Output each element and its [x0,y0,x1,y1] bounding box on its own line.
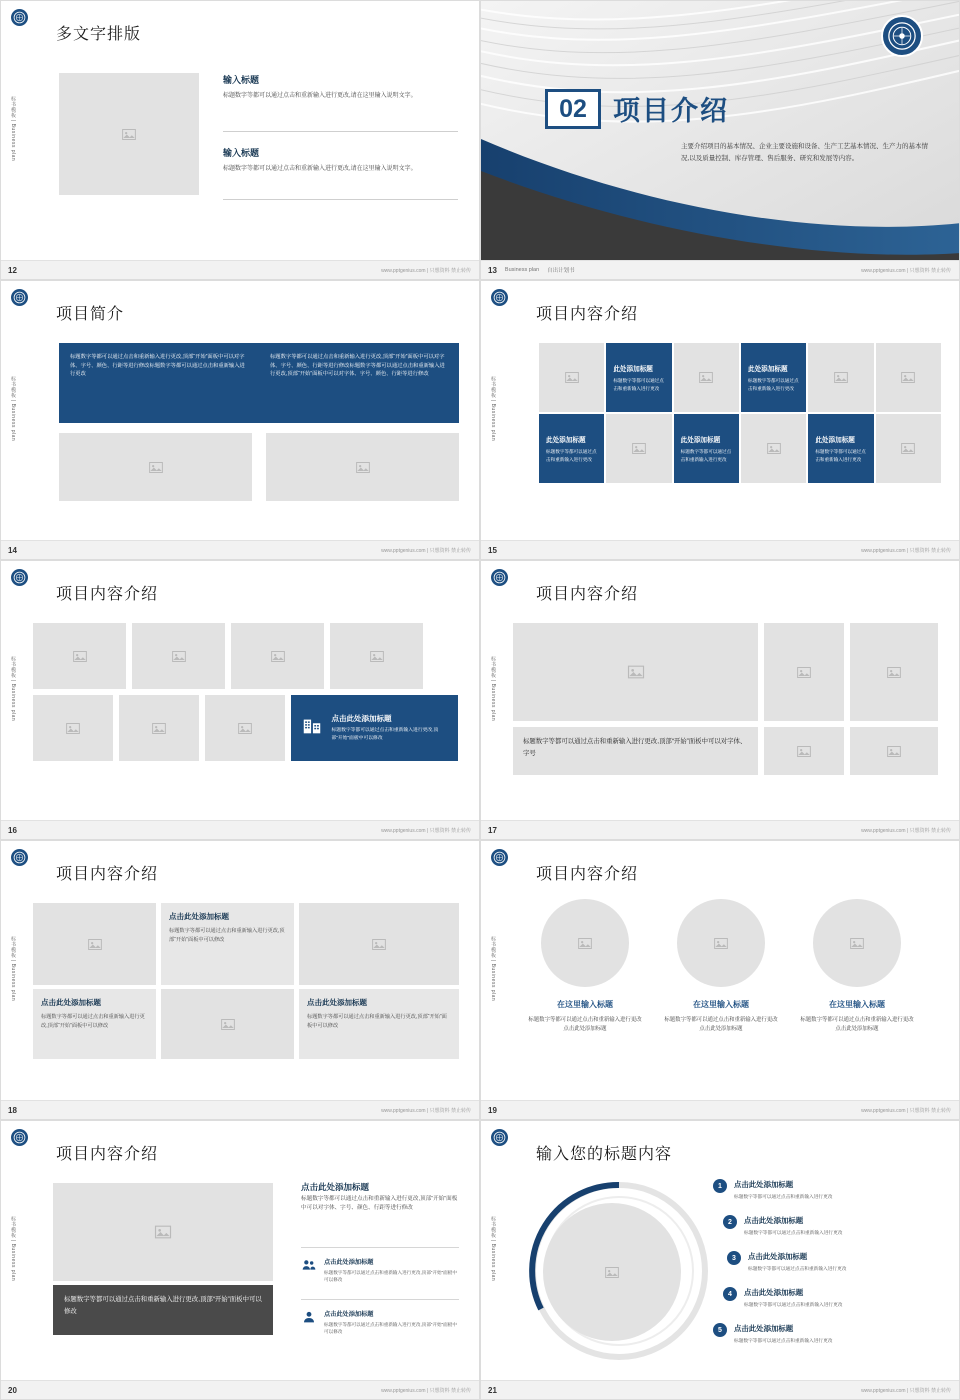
university-seal-icon [11,1129,28,1146]
slide-16[interactable] [0,560,480,840]
page-number: 17 [488,825,497,835]
footer-credit: www.pptgenius.com | 只想资料 禁止转传 [381,827,471,834]
page-title: 项目内容介绍 [56,1146,159,1163]
slide-20[interactable] [0,1120,480,1400]
slide-12[interactable] [0,0,480,280]
feature-column[interactable] [661,899,781,1034]
image-placeholder[interactable] [299,903,459,985]
page-title: 项目内容介绍 [536,306,639,323]
image-placeholder[interactable] [132,623,225,689]
image-placeholder[interactable] [33,623,126,689]
card-title: 此处添加标题 [680,437,721,445]
side-brand: 标书模板 | Business plan [10,936,16,1002]
image-placeholder[interactable] [764,727,844,775]
side-brand: 标书模板 | Business plan [490,376,496,442]
page-number: 14 [8,545,17,555]
footer-credit: www.pptgenius.com | 只想资料 禁止转传 [861,1107,951,1114]
section-title: 项目介绍 [613,96,729,126]
highlight-card[interactable] [291,695,458,761]
side-brand: 标书模板 | Business plan [10,1216,16,1282]
slide-18[interactable] [0,840,480,1120]
image-placeholder[interactable] [330,623,423,689]
slide-14[interactable] [0,280,480,560]
slide-footer [1,260,479,279]
university-seal-icon [491,849,508,866]
intro-band [59,343,459,423]
slide-21[interactable] [480,1120,960,1400]
item-text: 标题数字等都可以通过点击和重新输入进行更改 [748,1266,847,1271]
image-placeholder[interactable] [606,414,671,483]
section-paragraph: 标题数字等都可以通过点击和重新输入进行更改,顶部“开始”面板中可以对字体、字号、颜色、行距等进行修改 [301,1196,458,1212]
mosaic-card[interactable] [539,414,604,483]
university-seal-icon [11,9,28,26]
footer-credit: www.pptgenius.com | 只想资料 禁止转传 [381,267,471,274]
card-text: 标题数字等都可以通过点击和重新输入进行更改,顶部“开始”面板中可以修改 [331,728,439,741]
image-placeholder[interactable] [850,623,938,721]
caption-box: 标题数字等都可以通过点击和重新输入进行更改,顶部“开始”面板中可以修改 [53,1285,273,1335]
column-text: 标题数字等都可以通过点击和重新输入进行更改 点击此处添加标题 [528,1017,642,1032]
slide-footer [481,260,959,279]
image-placeholder[interactable] [674,343,739,412]
card-text: 标题数字等都可以通过点击和重新输入进行更改 [613,378,664,391]
list-number: 5 [713,1323,727,1337]
slide-footer [1,540,479,559]
slide-footer [1,1100,479,1119]
image-placeholder[interactable] [119,695,199,761]
image-placeholder[interactable] [231,623,324,689]
footer-credit: www.pptgenius.com | 只想资料 禁止转传 [381,547,471,554]
footer-credit: www.pptgenius.com | 只想资料 禁止转传 [861,1387,951,1394]
list-number: 3 [727,1251,741,1265]
page-title: 项目内容介绍 [536,866,639,883]
slide-footer [481,1380,959,1399]
card-text: 标题数字等都可以通过点击和重新输入进行更改,顶部“开始”面板中可以修改 [307,1014,447,1029]
card-text: 标题数字等都可以通过点击和重新输入进行更改,顶部“开始”面板中可以修改 [169,928,285,943]
image-placeholder[interactable] [53,1183,273,1281]
image-placeholder[interactable] [808,343,873,412]
university-seal-icon [491,569,508,586]
image-placeholder[interactable] [59,73,199,195]
mosaic-card[interactable] [808,414,873,483]
slide-13[interactable] [480,0,960,280]
side-brand: 标书模板 | Business plan [10,656,16,722]
university-seal-icon [491,1129,508,1146]
image-placeholder[interactable] [677,899,765,987]
image-placeholder[interactable] [813,899,901,987]
card-text: 标题数字等都可以通过点击和重新输入进行更改 [680,449,732,462]
item-title: 点击此处添加标题 [744,1288,804,1297]
block-heading: 输入标题 [223,148,260,158]
card-title: 此处添加标题 [546,437,586,445]
image-placeholder[interactable] [513,623,758,721]
slide-footer [481,1100,959,1119]
footer-credit: www.pptgenius.com | 只想资料 禁止转传 [861,827,951,834]
page-title: 项目简介 [56,306,125,323]
page-title: 多文字排版 [56,26,142,43]
page-title: 项目内容介绍 [56,586,159,603]
side-brand: 标书模板 | Business plan [490,936,496,1002]
page-number: 21 [488,1385,497,1395]
university-seal-icon [11,569,28,586]
page-number: 20 [8,1385,17,1395]
mosaic-grid [539,343,941,483]
page-number: 18 [8,1105,17,1115]
item-title: 点击此处添加标题 [734,1180,794,1189]
list-item[interactable] [301,1257,459,1284]
list-item[interactable] [713,1179,943,1200]
page-number: 15 [488,545,497,555]
card-title: 点击此处添加标题 [41,998,101,1007]
card-title: 点击此处添加标题 [169,912,229,921]
image-placeholder[interactable] [539,343,604,412]
feature-column[interactable] [797,899,917,1034]
item-text: 标题数字等都可以通过点击和重新输入进行更改 [744,1302,843,1307]
page-number: 16 [8,825,17,835]
slide-17[interactable] [480,560,960,840]
section-number: 02 [545,89,601,129]
caption-box: 标题数字等都可以通过点击和重新输入进行更改,顶部“开始”面板中可以对字体、字号 [513,727,758,775]
feature-column[interactable] [525,899,645,1034]
image-placeholder[interactable] [541,899,629,987]
column-text: 标题数字等都可以通过点击和重新输入进行更改 点击此处添加标题 [664,1017,778,1032]
item-title: 点击此处添加标题 [734,1324,794,1333]
university-seal-icon [11,289,28,306]
list-number: 4 [723,1287,737,1301]
section-heading: 点击此处添加标题 [301,1182,370,1192]
block-paragraph: 标题数字等都可以通过点击和重新输入进行更改,请在这里输入说明文字。 [223,93,417,99]
text-card[interactable] [161,903,294,985]
footer-label: Business plan [504,267,540,273]
image-placeholder[interactable] [764,623,844,721]
column-text: 标题数字等都可以通过点击和重新输入进行更改 点击此处添加标题 [800,1017,914,1032]
slide-footer [481,820,959,839]
list-item[interactable] [723,1215,953,1236]
slide-footer [1,820,479,839]
divider [223,199,458,200]
column-title: 在这里输入标题 [829,1000,885,1009]
card-text: 标题数字等都可以通过点击和重新输入进行更改 [748,378,799,391]
divider [301,1299,459,1300]
item-text: 标题数字等都可以通过点击和重新输入进行更改,顶部“开始”面板中可以修改 [324,1322,457,1335]
item-title: 点击此处添加标题 [324,1259,374,1266]
item-title: 点击此处添加标题 [744,1216,804,1225]
footer-credit: www.pptgenius.com | 只想资料 禁止转传 [861,547,951,554]
slide-footer [481,540,959,559]
user-icon [301,1309,317,1336]
university-seal-icon [881,15,923,57]
page-number: 19 [488,1105,497,1115]
column-title: 在这里输入标题 [557,1000,613,1009]
side-brand: 标书模板 | Business plan [10,376,16,442]
list-number: 2 [723,1215,737,1229]
side-brand: 标书模板 | Business plan [10,96,16,162]
image-placeholder[interactable] [876,414,941,483]
university-seal-icon [11,849,28,866]
footer-credit: www.pptgenius.com | 只想资料 禁止转传 [861,267,951,274]
slide-footer [1,1380,479,1399]
list-number: 1 [713,1179,727,1193]
card-title: 点击此处添加标题 [331,714,392,724]
page-title: 项目内容介绍 [56,866,159,883]
list-item[interactable] [301,1309,459,1336]
card-title: 此处添加标题 [748,366,788,374]
list-item[interactable] [723,1287,953,1308]
card-title: 此处添加标题 [815,437,855,445]
side-brand: 标书模板 | Business plan [490,656,496,722]
image-placeholder[interactable] [33,695,113,761]
text-card[interactable] [33,989,156,1059]
intro-text-right: 标题数字等都可以通过点击和重新输入进行更改,顶部“开始”面板中可以对字体、字号、颜色、行距等进行修改标题数字等都可以通过点击和重新输入进行更改,顶部“开始”面板中可以对字体、字号、颜色、行距等进行修改 [270,354,445,378]
users-icon [301,1257,317,1284]
mosaic-card[interactable] [741,343,806,412]
slide-19[interactable] [480,840,960,1120]
university-seal-icon [491,289,508,306]
footer-credit: www.pptgenius.com | 只想资料 禁止转传 [381,1107,471,1114]
page-title: 输入您的标题内容 [536,1146,673,1163]
card-text: 标题数字等都可以通过点击和重新输入进行更改 [815,449,866,462]
block-paragraph: 标题数字等都可以通过点击和重新输入进行更改,请在这里输入说明文字。 [223,166,417,172]
image-placeholder[interactable] [33,903,156,985]
image-placeholder[interactable] [59,433,252,501]
slide-15[interactable] [480,280,960,560]
page-number: 12 [8,265,17,275]
card-title: 点击此处添加标题 [307,998,367,1007]
footer-label-cn: 自出计划书 [547,268,575,274]
card-text: 标题数字等都可以通过点击和重新输入进行更改 [546,449,597,462]
image-placeholder[interactable] [266,433,459,501]
image-placeholder[interactable] [850,727,938,775]
mosaic-card[interactable] [674,414,739,483]
list-item[interactable] [713,1323,943,1344]
card-text: 标题数字等都可以通过点击和重新输入进行更改,顶部“开始”面板中可以修改 [41,1014,145,1029]
list-item[interactable] [727,1251,957,1272]
page-number: 13 [488,265,497,275]
block-heading: 输入标题 [223,75,260,85]
text-card[interactable] [299,989,459,1059]
tile-grid [33,623,458,767]
image-placeholder[interactable] [205,695,285,761]
item-title: 点击此处添加标题 [324,1311,374,1318]
divider [223,131,458,132]
column-title: 在这里输入标题 [693,1000,749,1009]
image-placeholder[interactable] [161,989,294,1059]
side-brand: 标书模板 | Business plan [490,1216,496,1282]
item-text: 标题数字等都可以通过点击和重新输入进行更改 [734,1338,833,1343]
image-placeholder[interactable] [543,1203,681,1341]
intro-text-left: 标题数字等都可以通过点击和重新输入进行更改,顶部“开始”面板中可以对字体、字号、颜色、行距等进行修改标题数字等都可以通过点击和重新输入进行更改 [70,354,245,378]
section-description: 主要介绍项目的基本情况、企业主要设施和设备、生产工艺基本情况、生产力的基本情况,以及质量控制、库存管理、售后服务、研究和发展等内容。 [681,143,928,162]
divider [301,1247,459,1248]
footer-credit: www.pptgenius.com | 只想资料 禁止转传 [381,1387,471,1394]
item-text: 标题数字等都可以通过点击和重新输入进行更改,顶部“开始”面板中可以修改 [324,1270,457,1283]
item-text: 标题数字等都可以通过点击和重新输入进行更改 [744,1230,843,1235]
mosaic-card[interactable] [606,343,671,412]
page-title: 项目内容介绍 [536,586,639,603]
image-placeholder[interactable] [876,343,941,412]
item-title: 点击此处添加标题 [748,1252,808,1261]
card-title: 此处添加标题 [613,366,653,374]
item-text: 标题数字等都可以通过点击和重新输入进行更改 [734,1194,833,1199]
building-icon [301,715,323,742]
image-placeholder[interactable] [741,414,806,483]
